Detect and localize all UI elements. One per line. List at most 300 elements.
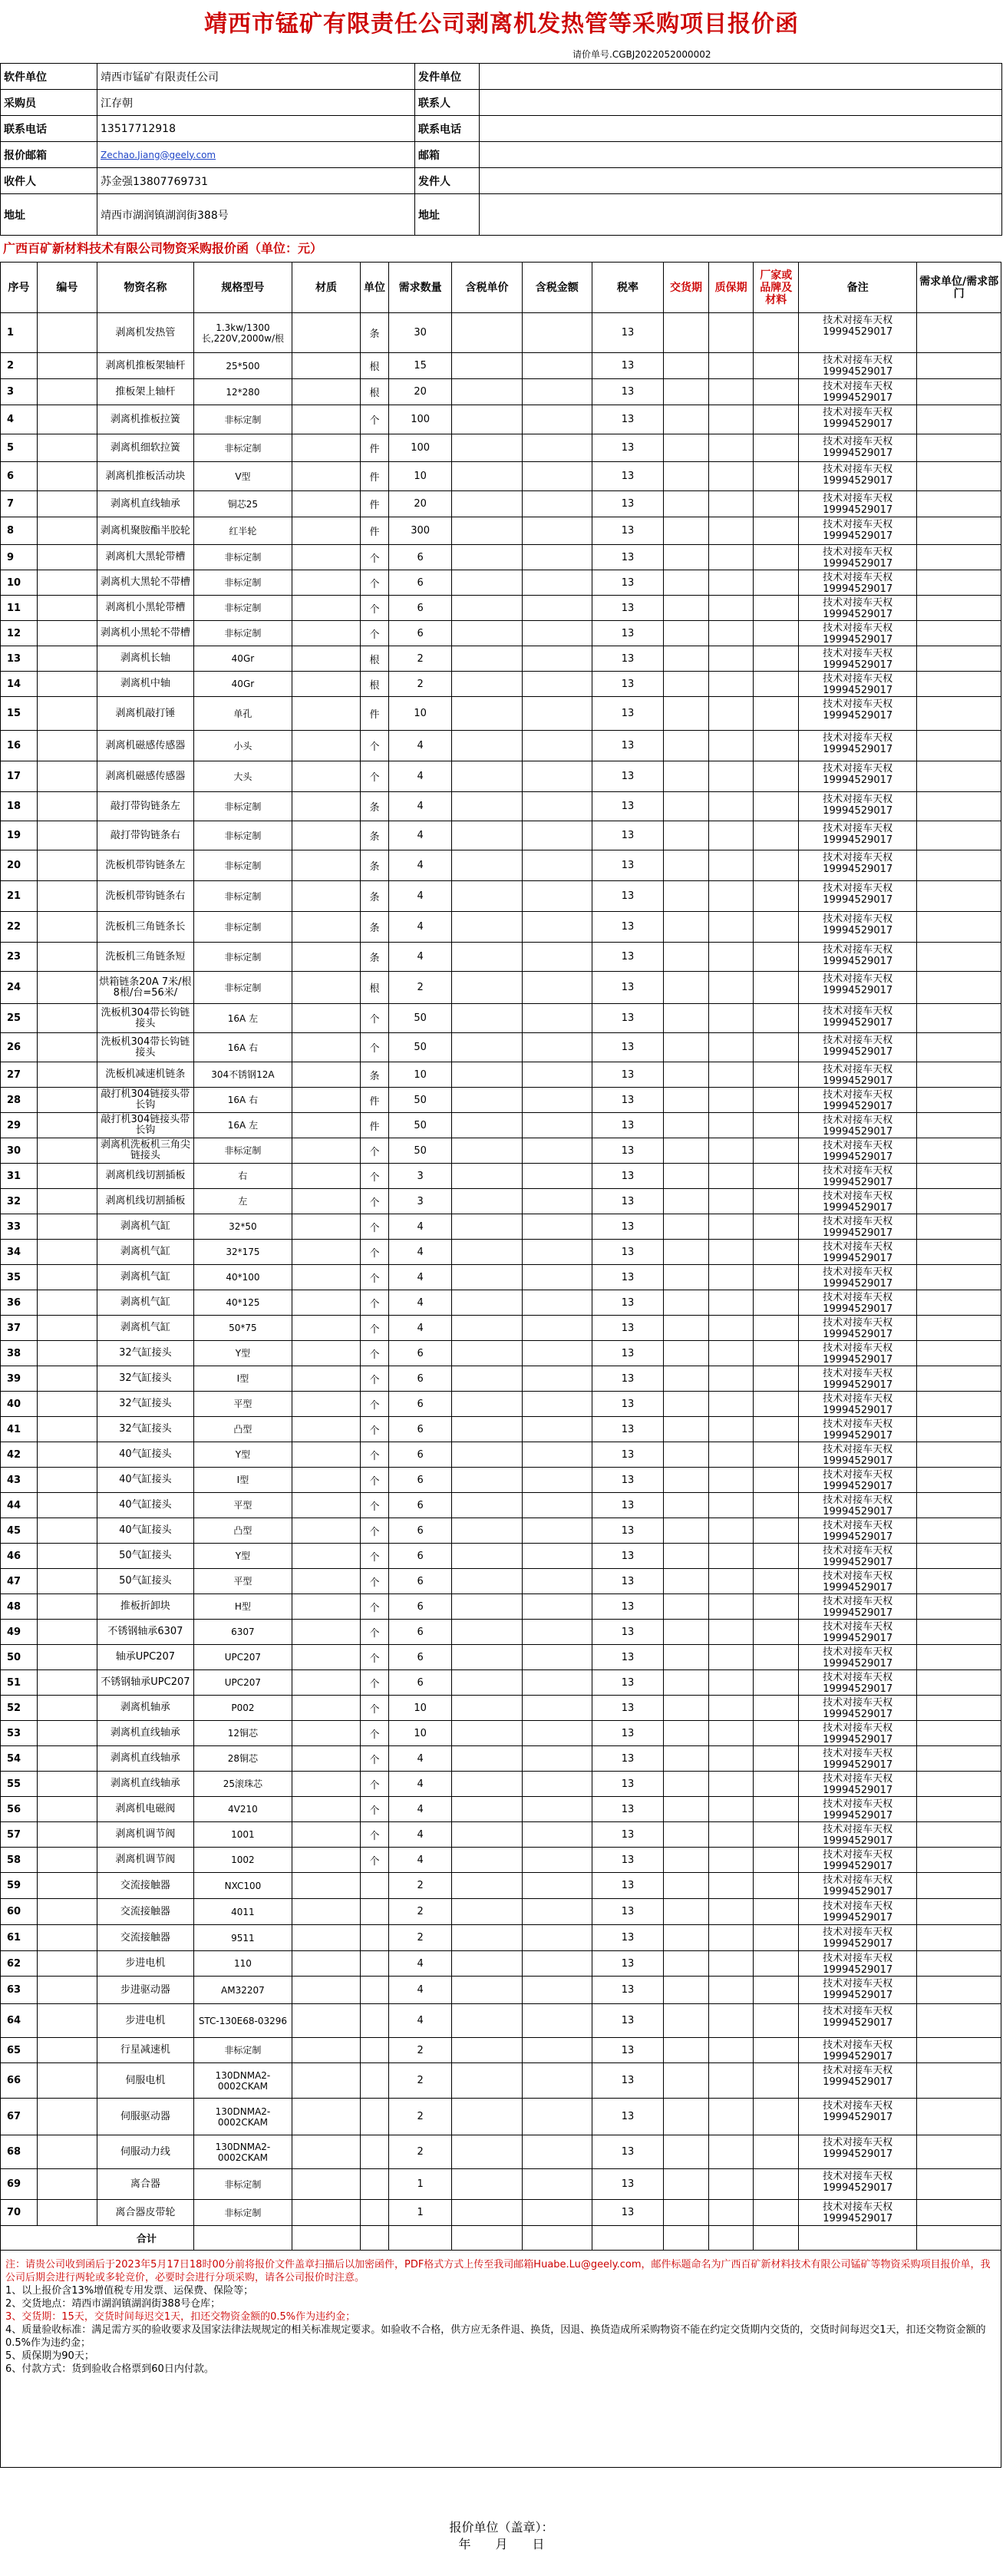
item-unit: 根 [361, 672, 389, 697]
item-quantity: 6 [388, 1645, 452, 1670]
department-cell [917, 912, 1001, 943]
table-row [1, 1033, 1001, 1062]
item-remark: 技术对接车天权19994529017 [799, 1088, 917, 1113]
note-item-2: 2、交货地点：靖西市湖润镇湖润街388号仓库； [5, 2298, 221, 2310]
item-spec: Y型 [193, 1341, 292, 1366]
item-quantity: 4 [388, 731, 452, 761]
warranty-cell [708, 1721, 754, 1746]
tax-rate: 13 [592, 1899, 663, 1925]
item-spec: 非标定制 [193, 1138, 292, 1164]
info-row [1, 194, 1002, 236]
unit-price-cell [452, 405, 522, 434]
row-number: 36 [1, 1290, 38, 1316]
item-quantity: 1 [388, 2169, 452, 2200]
delivery-cell [664, 379, 709, 405]
info-row [1, 64, 1002, 90]
item-remark: 技术对接车天权19994529017 [799, 1772, 917, 1797]
item-name: 剥离机直线轴承 [97, 1746, 193, 1772]
tax-rate: 13 [592, 434, 663, 462]
delivery-cell [664, 491, 709, 517]
item-quantity: 6 [388, 1341, 452, 1366]
table-row [1, 1189, 1001, 1214]
item-name: 推板架上轴杆 [97, 379, 193, 405]
department-cell [917, 2038, 1001, 2063]
item-spec: 非标定制 [193, 596, 292, 621]
item-quantity: 50 [388, 1138, 452, 1164]
item-spec: V型 [193, 462, 292, 491]
info-value: 13517712918 [97, 116, 415, 142]
brand-cell [754, 1696, 799, 1721]
row-number: 43 [1, 1468, 38, 1493]
unit-price-cell [452, 1951, 522, 1977]
item-unit [361, 1951, 389, 1977]
item-spec: 16A 左 [193, 1004, 292, 1033]
table-row [1, 1822, 1001, 1848]
amount-cell [522, 1138, 592, 1164]
department-cell [917, 1265, 1001, 1290]
item-spec: P002 [193, 1696, 292, 1721]
row-number: 17 [1, 761, 38, 792]
row-number: 20 [1, 850, 38, 881]
unit-price-cell [452, 1240, 522, 1265]
item-code [37, 1822, 97, 1848]
brand-cell [754, 1594, 799, 1620]
delivery-cell [664, 405, 709, 434]
brand-cell [754, 1138, 799, 1164]
item-quantity: 100 [388, 405, 452, 434]
item-name: 剥离机发热管 [97, 313, 193, 353]
item-material [292, 672, 360, 697]
table-row [1, 1594, 1001, 1620]
item-quantity: 6 [388, 1366, 452, 1392]
item-material [292, 1033, 360, 1062]
unit-price-cell [452, 1088, 522, 1113]
item-name: 剥离机推板拉簧 [97, 405, 193, 434]
info-value: 靖西市湖润镇湖润街388号 [97, 194, 415, 236]
delivery-cell [664, 1290, 709, 1316]
row-number: 34 [1, 1240, 38, 1265]
item-unit: 条 [361, 1062, 389, 1088]
tax-rate: 13 [592, 1977, 663, 2004]
item-remark: 技术对接车天权19994529017 [799, 972, 917, 1004]
delivery-cell [664, 792, 709, 821]
delivery-cell [664, 1189, 709, 1214]
department-cell [917, 1797, 1001, 1822]
delivery-cell [664, 672, 709, 697]
amount-cell [522, 2099, 592, 2135]
item-unit: 个 [361, 1004, 389, 1033]
row-number: 41 [1, 1417, 38, 1442]
department-cell [917, 570, 1001, 596]
item-spec: 大头 [193, 761, 292, 792]
item-remark: 技术对接车天权19994529017 [799, 881, 917, 912]
tax-rate: 13 [592, 646, 663, 672]
unit-price-cell [452, 1468, 522, 1493]
table-row [1, 2004, 1001, 2038]
item-code [37, 1214, 97, 1240]
item-unit: 个 [361, 1442, 389, 1468]
table-row [1, 379, 1001, 405]
amount-cell [522, 1620, 592, 1645]
item-code [37, 379, 97, 405]
delivery-cell [664, 2135, 709, 2169]
warranty-cell [708, 2063, 754, 2099]
table-row [1, 672, 1001, 697]
item-quantity: 4 [388, 1977, 452, 2004]
item-remark: 技术对接车天权19994529017 [799, 1696, 917, 1721]
unit-price-cell [452, 1214, 522, 1240]
row-number: 62 [1, 1951, 38, 1977]
items-table [0, 262, 1001, 2251]
item-quantity: 10 [388, 1721, 452, 1746]
row-number: 10 [1, 570, 38, 596]
item-material [292, 1062, 360, 1088]
row-number: 33 [1, 1214, 38, 1240]
amount-cell [522, 1004, 592, 1033]
table-row [1, 1746, 1001, 1772]
department-cell [917, 2135, 1001, 2169]
brand-cell [754, 2135, 799, 2169]
delivery-cell [664, 1721, 709, 1746]
row-number: 30 [1, 1138, 38, 1164]
item-spec: 非标定制 [193, 881, 292, 912]
brand-cell [754, 1544, 799, 1569]
item-code [37, 881, 97, 912]
row-number: 54 [1, 1746, 38, 1772]
item-spec: 12*280 [193, 379, 292, 405]
brand-cell [754, 821, 799, 850]
item-quantity: 2 [388, 672, 452, 697]
item-code [37, 434, 97, 462]
info-label: 联系人 [415, 90, 480, 116]
item-material [292, 1417, 360, 1442]
delivery-cell [664, 1493, 709, 1518]
warranty-cell [708, 621, 754, 646]
item-material [292, 1645, 360, 1670]
item-quantity: 6 [388, 1442, 452, 1468]
table-row [1, 1417, 1001, 1442]
item-unit: 件 [361, 517, 389, 545]
item-remark: 技术对接车天权19994529017 [799, 2063, 917, 2099]
item-material [292, 1569, 360, 1594]
department-cell [917, 881, 1001, 912]
unit-price-cell [452, 821, 522, 850]
note-item-4: 4、质量验收标准：满足需方买的验收要求及国家法律法规规定的相关标准规定要求。如验收不合格，供方应无条件退、换货，因退、换货造成所采购物资不能在约定交货期内交货的，交货时间每迟交1天，扣还交物资金额的0.5%作为违约金； [5, 2324, 986, 2349]
contact-info-table [0, 63, 1002, 236]
department-cell [917, 1594, 1001, 1620]
row-number: 28 [1, 1088, 38, 1113]
item-spec: 32*175 [193, 1240, 292, 1265]
item-material [292, 434, 360, 462]
item-quantity: 2 [388, 2135, 452, 2169]
row-number: 56 [1, 1797, 38, 1822]
row-number: 37 [1, 1316, 38, 1341]
item-code [37, 2200, 97, 2226]
item-quantity: 2 [388, 2038, 452, 2063]
row-number: 68 [1, 2135, 38, 2169]
brand-cell [754, 1442, 799, 1468]
item-name: 剥离机气缸 [97, 1265, 193, 1290]
tax-rate: 13 [592, 1341, 663, 1366]
brand-cell [754, 1569, 799, 1594]
table-row [1, 943, 1001, 972]
item-name: 交流接触器 [97, 1899, 193, 1925]
item-spec: 非标定制 [193, 850, 292, 881]
item-code [37, 353, 97, 379]
info-label: 收件人 [1, 168, 97, 194]
amount-cell [522, 1468, 592, 1493]
item-code [37, 1721, 97, 1746]
item-quantity: 50 [388, 1033, 452, 1062]
item-code [37, 2099, 97, 2135]
item-quantity: 4 [388, 2004, 452, 2038]
item-quantity: 3 [388, 1189, 452, 1214]
warranty-cell [708, 353, 754, 379]
amount-cell [522, 972, 592, 1004]
table-row [1, 2200, 1001, 2226]
item-name: 剥离机小黑轮不带槽 [97, 621, 193, 646]
warranty-cell [708, 672, 754, 697]
brand-cell [754, 313, 799, 353]
row-number: 58 [1, 1848, 38, 1873]
delivery-cell [664, 1316, 709, 1341]
brand-cell [754, 1772, 799, 1797]
item-spec: 非标定制 [193, 972, 292, 1004]
item-unit: 个 [361, 1544, 389, 1569]
item-name: 32气缸接头 [97, 1341, 193, 1366]
item-spec: 16A 右 [193, 1033, 292, 1062]
item-quantity: 10 [388, 1696, 452, 1721]
item-code [37, 1746, 97, 1772]
tax-rate: 13 [592, 1366, 663, 1392]
table-row [1, 1925, 1001, 1951]
item-remark: 技术对接车天权19994529017 [799, 1341, 917, 1366]
warranty-cell [708, 697, 754, 731]
amount-cell [522, 1493, 592, 1518]
unit-price-cell [452, 434, 522, 462]
department-cell [917, 517, 1001, 545]
warranty-cell [708, 1164, 754, 1189]
item-material [292, 1392, 360, 1417]
item-remark: 技术对接车天权19994529017 [799, 1620, 917, 1645]
item-spec: 4V210 [193, 1797, 292, 1822]
item-quantity: 4 [388, 1240, 452, 1265]
item-quantity: 4 [388, 1746, 452, 1772]
row-number: 64 [1, 2004, 38, 2038]
item-spec: UPC207 [193, 1670, 292, 1696]
item-name: 剥离机线切割插板 [97, 1164, 193, 1189]
brand-cell [754, 731, 799, 761]
item-unit: 个 [361, 1696, 389, 1721]
amount-cell [522, 1113, 592, 1138]
item-code [37, 621, 97, 646]
item-quantity: 4 [388, 1797, 452, 1822]
delivery-cell [664, 517, 709, 545]
column-header: 序号 [1, 263, 38, 313]
amount-cell [522, 672, 592, 697]
item-quantity: 1 [388, 2200, 452, 2226]
department-cell [917, 1240, 1001, 1265]
amount-cell [522, 912, 592, 943]
item-quantity: 6 [388, 1569, 452, 1594]
item-name: 32气缸接头 [97, 1417, 193, 1442]
item-name: 步进电机 [97, 1951, 193, 1977]
item-material [292, 1544, 360, 1569]
amount-cell [522, 1189, 592, 1214]
tax-rate: 13 [592, 2200, 663, 2226]
amount-cell [522, 1696, 592, 1721]
warranty-cell [708, 1417, 754, 1442]
item-material [292, 1341, 360, 1366]
info-label: 联系电话 [415, 116, 480, 142]
brand-cell [754, 1468, 799, 1493]
tax-rate: 13 [592, 761, 663, 792]
brand-cell [754, 434, 799, 462]
brand-cell [754, 1062, 799, 1088]
tax-rate: 13 [592, 1062, 663, 1088]
tax-rate: 13 [592, 731, 663, 761]
row-number: 57 [1, 1822, 38, 1848]
brand-cell [754, 1848, 799, 1873]
amount-cell [522, 2038, 592, 2063]
item-quantity: 4 [388, 1951, 452, 1977]
total-label: 合计 [1, 2226, 194, 2251]
item-remark: 技术对接车天权19994529017 [799, 1721, 917, 1746]
item-remark: 技术对接车天权19994529017 [799, 1645, 917, 1670]
item-name: 步进驱动器 [97, 1977, 193, 2004]
brand-cell [754, 646, 799, 672]
amount-cell [522, 1797, 592, 1822]
item-code [37, 596, 97, 621]
item-name: 剥离机推板架轴杆 [97, 353, 193, 379]
item-spec: 130DNMA2-0002CKAM [193, 2099, 292, 2135]
item-remark: 技术对接车天权19994529017 [799, 1746, 917, 1772]
tax-rate: 13 [592, 2004, 663, 2038]
amount-cell [522, 2135, 592, 2169]
item-material [292, 517, 360, 545]
column-header: 材质 [292, 263, 360, 313]
item-material [292, 731, 360, 761]
item-material [292, 1442, 360, 1468]
warranty-cell [708, 1925, 754, 1951]
item-material [292, 943, 360, 972]
item-name: 剥离机直线轴承 [97, 491, 193, 517]
amount-cell [522, 1316, 592, 1341]
delivery-cell [664, 1442, 709, 1468]
department-cell [917, 731, 1001, 761]
item-spec: 平型 [193, 1493, 292, 1518]
delivery-cell [664, 943, 709, 972]
delivery-cell [664, 1620, 709, 1645]
item-quantity: 6 [388, 1417, 452, 1442]
tax-rate: 13 [592, 881, 663, 912]
item-unit: 个 [361, 1645, 389, 1670]
item-name: 剥离机气缸 [97, 1316, 193, 1341]
note-item-6: 6、付款方式：货到验收合格票到60日内付款。 [5, 2363, 214, 2375]
item-spec: 40Gr [193, 672, 292, 697]
table-row [1, 1721, 1001, 1746]
unit-price-cell [452, 1493, 522, 1518]
item-name: 洗板机三角链条短 [97, 943, 193, 972]
unit-price-cell [452, 2063, 522, 2099]
row-number: 63 [1, 1977, 38, 2004]
item-quantity: 4 [388, 943, 452, 972]
department-cell [917, 1290, 1001, 1316]
delivery-cell [664, 1925, 709, 1951]
warranty-cell [708, 1366, 754, 1392]
row-number: 70 [1, 2200, 38, 2226]
tax-rate: 13 [592, 1594, 663, 1620]
item-remark: 技术对接车天权19994529017 [799, 821, 917, 850]
item-code [37, 1341, 97, 1366]
brand-cell [754, 1316, 799, 1341]
item-spec: AM32207 [193, 1977, 292, 2004]
unit-price-cell [452, 1392, 522, 1417]
unit-price-cell [452, 1518, 522, 1544]
unit-price-cell [452, 1670, 522, 1696]
item-code [37, 462, 97, 491]
item-code [37, 1088, 97, 1113]
unit-price-cell [452, 1645, 522, 1670]
item-unit: 条 [361, 881, 389, 912]
item-spec: I型 [193, 1468, 292, 1493]
brand-cell [754, 1392, 799, 1417]
item-quantity: 4 [388, 1772, 452, 1797]
item-remark: 技术对接车天权19994529017 [799, 491, 917, 517]
item-material [292, 881, 360, 912]
info-value: 靖西市锰矿有限责任公司 [97, 64, 415, 90]
delivery-cell [664, 1899, 709, 1925]
row-number: 27 [1, 1062, 38, 1088]
item-remark: 技术对接车天权19994529017 [799, 1951, 917, 1977]
delivery-cell [664, 1164, 709, 1189]
delivery-cell [664, 1004, 709, 1033]
warranty-cell [708, 1316, 754, 1341]
table-row [1, 491, 1001, 517]
tax-rate: 13 [592, 1442, 663, 1468]
info-label: 联系电话 [1, 116, 97, 142]
item-quantity: 2 [388, 1899, 452, 1925]
row-number: 24 [1, 972, 38, 1004]
column-header: 备注 [799, 263, 917, 313]
item-unit: 件 [361, 462, 389, 491]
supplier-heading: 广西百矿新材料技术有限公司物资采购报价函（单位：元） [3, 241, 323, 256]
item-name: 剥离机调节阀 [97, 1848, 193, 1873]
item-remark: 技术对接车天权19994529017 [799, 1848, 917, 1873]
amount-cell [522, 596, 592, 621]
column-header: 规格型号 [193, 263, 292, 313]
row-number: 61 [1, 1925, 38, 1951]
item-name: 敲打机304链接头带长钩 [97, 1113, 193, 1138]
item-name: 剥离机调节阀 [97, 1822, 193, 1848]
department-cell [917, 2099, 1001, 2135]
brand-cell [754, 517, 799, 545]
item-material [292, 2169, 360, 2200]
tax-rate: 13 [592, 2135, 663, 2169]
amount-cell [522, 1925, 592, 1951]
amount-cell [522, 646, 592, 672]
amount-cell [522, 1848, 592, 1873]
email-link[interactable]: Zechao.Jiang@geely.com [97, 142, 415, 168]
tax-rate: 13 [592, 1822, 663, 1848]
row-number: 50 [1, 1645, 38, 1670]
amount-cell [522, 1088, 592, 1113]
department-cell [917, 1062, 1001, 1088]
tax-rate: 13 [592, 1240, 663, 1265]
brand-cell [754, 1645, 799, 1670]
table-row [1, 545, 1001, 570]
brand-cell [754, 1721, 799, 1746]
